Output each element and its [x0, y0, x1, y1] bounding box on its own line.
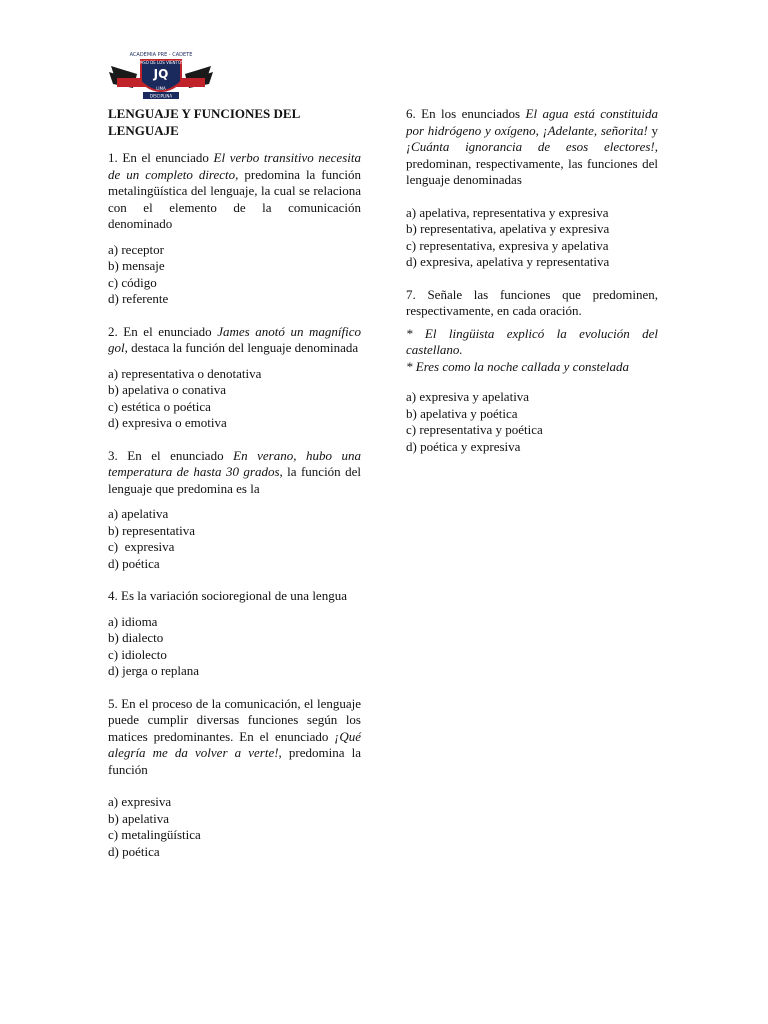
- question-2: [108, 324, 361, 357]
- logo-initials: JQ: [153, 67, 169, 81]
- q5-pre: 5. En el proceso de la comunicación, el lenguaje puede cumplir diversas funciones según los matices predominantes. En el enunciado: [108, 695, 361, 744]
- q7-sentence-2: * Eres como la noche callada y constelada: [406, 358, 629, 374]
- q6-post: , predominan, respectivamente, las funciones del lenguaje denominadas: [406, 139, 658, 187]
- q2-option-a: a) representativa o denotativa: [108, 365, 262, 381]
- q3-option-c: c) expresiva: [108, 539, 175, 554]
- logo-bottom-text: DISCIPLINA: [149, 93, 173, 99]
- q1-option-c: c) código: [108, 274, 157, 290]
- q4-option-a: a) idioma: [108, 613, 158, 629]
- q3-option-b: b) representativa: [108, 522, 195, 538]
- q2-option-d: d) expresiva o emotiva: [108, 415, 227, 430]
- q2-post: , destaca la función del lenguaje denominada: [124, 340, 359, 355]
- question-3: [108, 448, 361, 498]
- q3-quote: En verano, hubo una temperatura de hasta 30 grados: [108, 447, 362, 479]
- q7-option-c: c) representativa y poética: [406, 422, 543, 437]
- q5-quote: ¡Qué alegría me da volver a verte!: [108, 728, 361, 760]
- q6-mid-2: y: [647, 122, 659, 138]
- q7-option-b: b) apelativa y poética: [406, 405, 518, 421]
- q6-option-b: b) representativa, apelativa y expresiva: [406, 221, 610, 236]
- q1-option-d: d) referente: [108, 291, 169, 306]
- academy-logo: [107, 48, 215, 102]
- left-column: [108, 106, 361, 876]
- q5-post: , predomina la función: [108, 745, 361, 777]
- logo-city: LIMA: [156, 86, 166, 91]
- q1-options: [108, 242, 361, 308]
- q3-option-a: a) apelativa: [108, 506, 169, 521]
- q6-quote-3: ¡Cuánta ignorancia de esos electores!: [406, 139, 655, 154]
- q2-pre: 2. En el enunciado: [108, 323, 218, 339]
- q7-sentence-1: * El lingüista explicó la evolución del castellano.: [406, 325, 658, 357]
- question-6: [406, 106, 658, 189]
- q6-pre: 6. En los enunciados: [406, 106, 526, 121]
- q6-option-d: d) expresiva, apelativa y representativa: [406, 254, 610, 269]
- q7-options: [406, 389, 658, 455]
- q7-option-d: d) poética y expresiva: [406, 438, 521, 454]
- q1-option-b: b) mensaje: [108, 258, 165, 273]
- q2-quote: James anotó un magnífico gol: [108, 323, 362, 355]
- q6-quote-1: El agua está constituida por hidrógeno y oxígeno: [406, 106, 659, 138]
- right-column: [406, 106, 658, 471]
- q3-options: [108, 506, 361, 572]
- q4-text: 4. Es la variación socioregional de una lengua: [108, 588, 347, 603]
- q1-quote: El verbo transitivo necesita de un completo directo: [108, 150, 361, 182]
- q6-options: [406, 205, 658, 271]
- q5-option-a: a) expresiva: [108, 794, 172, 809]
- q7-text: 7. Señale las funciones que predominen, respectivamente, en cada oración.: [406, 286, 658, 318]
- q1-post: , predomina la función metalingüística del lenguaje, la cual se relaciona con el elemento de la comunicación denominado: [108, 166, 362, 231]
- page-title: LENGUAJE Y FUNCIONES DEL LENGUAJE: [108, 106, 300, 138]
- q6-option-a: a) apelativa, representativa y expresiva: [406, 204, 609, 220]
- q5-option-c: c) metalingüística: [108, 827, 201, 842]
- q3-option-d: d) poética: [108, 555, 160, 571]
- question-5: [108, 696, 361, 779]
- q5-options: [108, 794, 361, 860]
- q6-option-c: c) representativa, expresiva y apelativa: [406, 237, 609, 253]
- q4-option-b: b) dialecto: [108, 630, 164, 645]
- logo-banner-text: PASO DE LOS VIENTOS: [138, 60, 184, 65]
- q4-option-d: d) jerga o replana: [108, 663, 200, 678]
- q2-option-b: b) apelativa o conativa: [108, 382, 227, 397]
- academy-crest-icon: [107, 48, 215, 102]
- q5-option-b: b) apelativa: [108, 810, 169, 826]
- q4-options: [108, 614, 361, 680]
- q3-pre: 3. En el enunciado: [108, 447, 234, 463]
- question-4: [108, 588, 361, 605]
- q5-option-d: d) poética: [108, 843, 160, 859]
- q1-pre: 1. En el enunciado: [108, 150, 214, 165]
- q1-option-a: a) receptor: [108, 241, 164, 257]
- q3-post: , la función del lenguaje que predomina es la: [108, 464, 361, 496]
- q2-option-c: c) estética o poética: [108, 398, 211, 414]
- q6-mid-1: ,: [535, 122, 543, 138]
- question-1: [108, 150, 361, 233]
- logo-top-text: ACADEMIA PRE - CADETE: [129, 52, 193, 58]
- question-7: [406, 287, 658, 320]
- q7-sentences: [406, 326, 658, 376]
- q6-quote-2: ¡Adelante, señorita!: [542, 122, 648, 138]
- q7-option-a: a) expresiva y apelativa: [406, 389, 530, 404]
- q4-option-c: c) idiolecto: [108, 646, 167, 662]
- q2-options: [108, 366, 361, 432]
